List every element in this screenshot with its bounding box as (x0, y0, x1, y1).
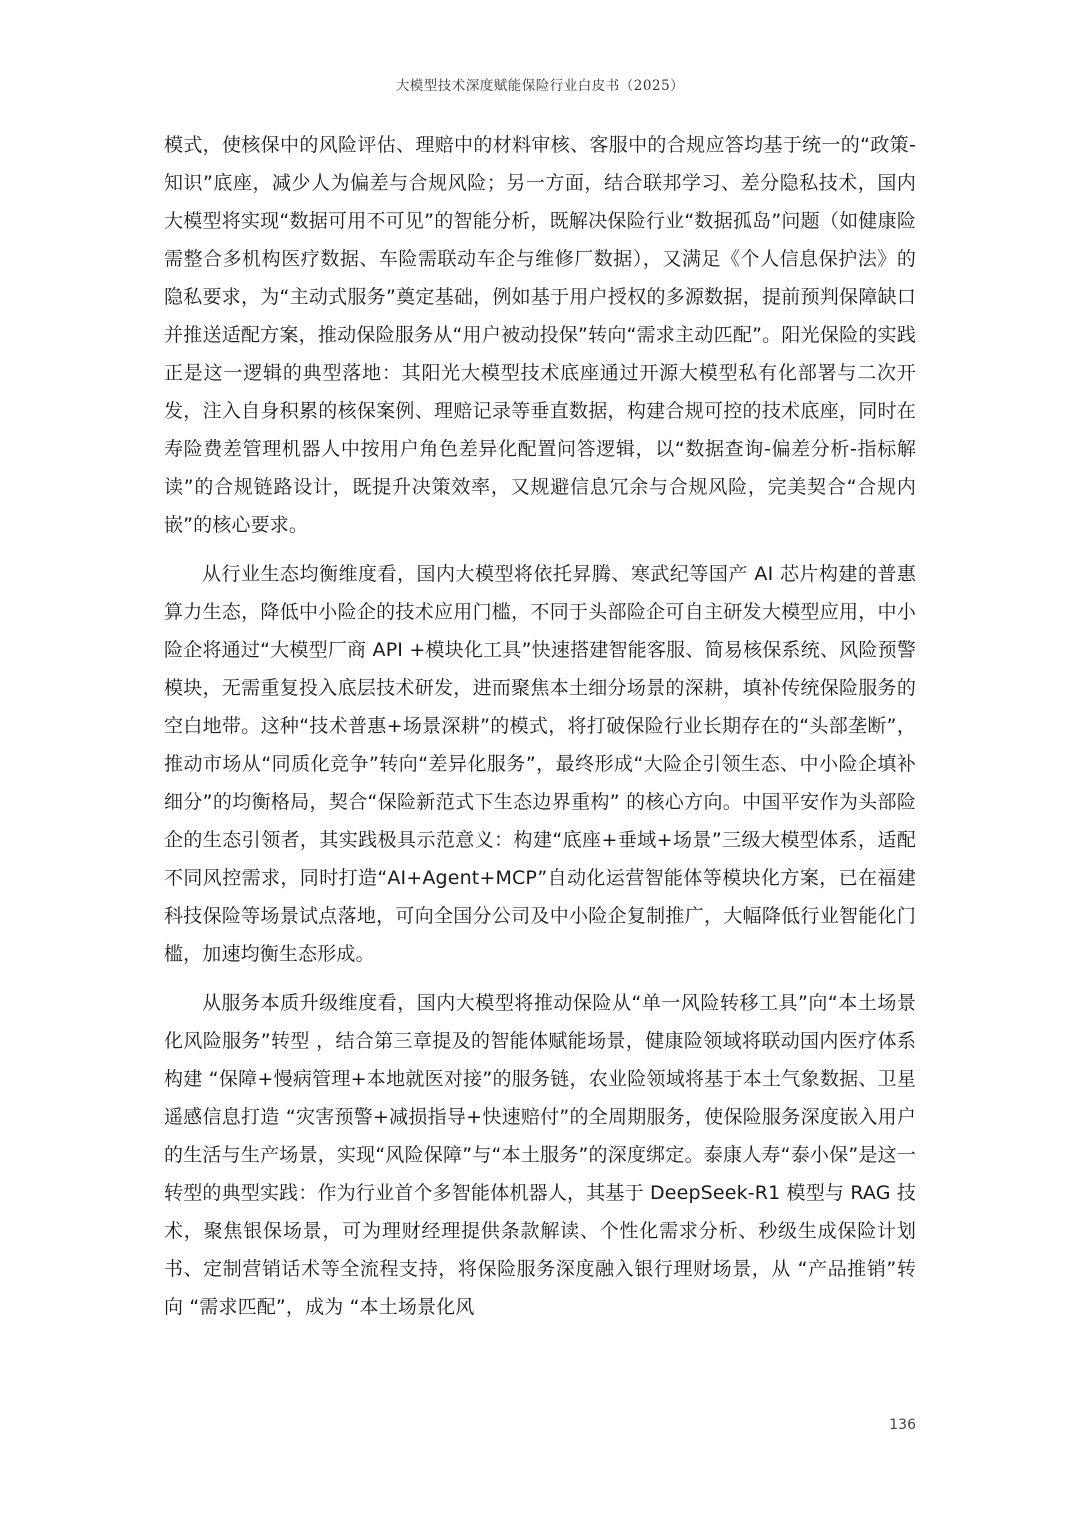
page-number: 136 (889, 1417, 916, 1433)
running-header: 大模型技术深度赋能保险行业白皮书（2025） (395, 78, 685, 94)
paragraph-ecosystem: 从行业生态均衡维度看，国内大模型将依托昇腾、寒武纪等国产 AI 芯片构建的普惠算力生态，降低中小险企的技术应用门槛，不同于头部险企可自主研发大模型应用，中小险企将通过“大模型厂商 API +模块化工具”快速搭建智能客服、简易核保系统、风险预警模块，无需重复投入底层技术研发，进而聚焦本土细分场景的深耕，填补传统保险服务的空白地带。这种“技术普惠+场景深耕”的模式，将打破保险行业长期存在的“头部垄断”，推动市场从“同质化竞争”转向“差异化服务”，最终形成“大险企引领生态、中小险企填补细分”的均衡格局，契合“保险新范式下生态边界重构” 的核心方向。中国平安作为头部险企的生态引领者，其实践极具示范意义：构建“底座+垂域+场景”三级大模型体系，适配不同风控需求，同时打造“AI+Agent+MCP”自动化运营智能体等模块化方案，已在福建科技保险等场景试点落地，可向全国分公司及中小险企复制推广，大幅降低行业智能化门槛，加速均衡生态形成。 (164, 563, 916, 965)
paragraph-continuation: 模式，使核保中的风险评估、理赔中的材料审核、客服中的合规应答均基于统一的“政策-知识”底座，减少人为偏差与合规风险；另一方面，结合联邦学习、差分隐私技术，国内大模型将实现“数据可用不可见”的智能分析，既解决保险行业“数据孤岛”问题（如健康险需整合多机构医疗数据、车险需联动车企与维修厂数据），又满足《个人信息保护法》的隐私要求，为“主动式服务”奠定基础，例如基于用户授权的多源数据，提前预判保障缺口并推送适配方案，推动保险服务从“用户被动投保”转向“需求主动匹配”。阳光保险的实践正是这一逻辑的典型落地：其阳光大模型技术底座通过开源大模型私有化部署与二次开发，注入自身积累的核保案例、理赔记录等垂直数据，构建合规可控的技术底座，同时在寿险费差管理机器人中按用户角色差异化配置问答逻辑，以“数据查询-偏差分析-指标解读”的合规链路设计，既提升决策效率，又规避信息冗余与合规风险，完美契合“合规内嵌”的核心要求。 (164, 134, 916, 536)
body-text (164, 126, 916, 1326)
paragraph-service: 从服务本质升级维度看，国内大模型将推动保险从“单一风险转移工具”向“本土场景化风险服务”转型 ，结合第三章提及的智能体赋能场景，健康险领域将联动国内医疗体系构建 “保障+慢病管理+本地就医对接”的服务链，农业险领域将基于本土气象数据、卫星遥感信息打造 “灾害预警+减损指导+快速赔付”的全周期服务，使保险服务深度嵌入用户的生活与生产场景，实现“风险保障”与“本土服务”的深度绑定。泰康人寿“泰小保”是这一转型的典型实践：作为行业首个多智能体机器人，其基于 DeepSeek-R1 模型与 RAG 技术，聚焦银保场景，可为理财经理提供条款解读、个性化需求分析、秒级生成保险计划书、定制营销话术等全流程支持，将保险服务深度融入银行理财场景，从 “产品推销”转向 “需求匹配”，成为 “本土场景化风 (164, 992, 916, 1318)
